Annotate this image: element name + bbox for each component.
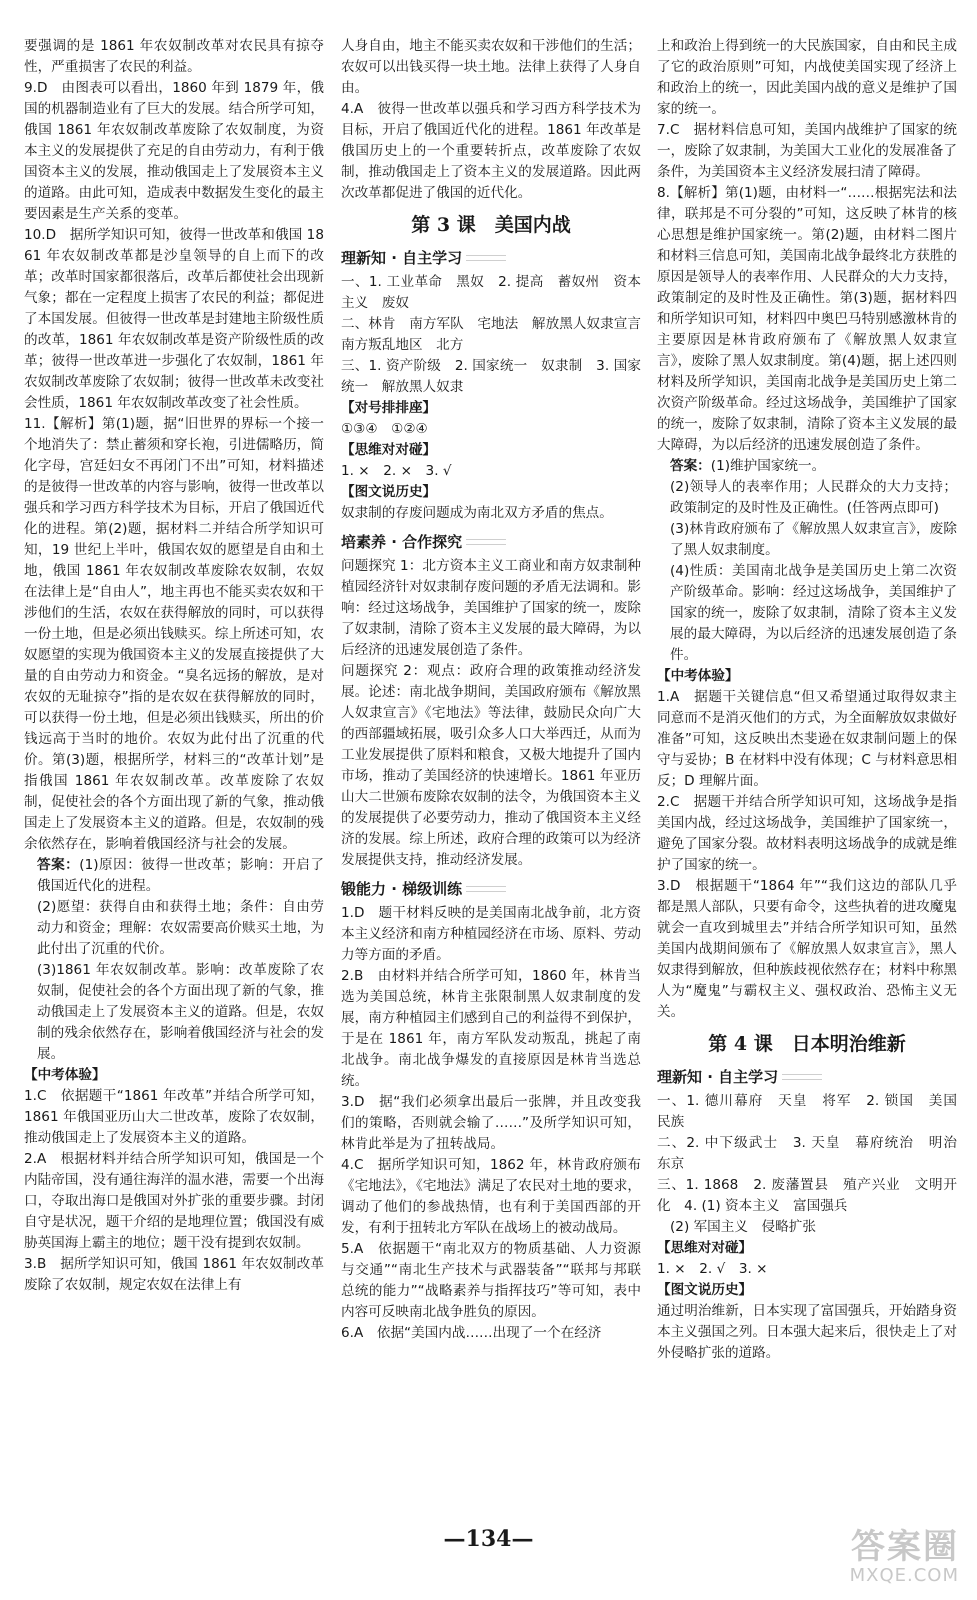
watermark-text: 答案圈 [851, 1527, 959, 1567]
section-tag-tuwen: 【图文说历史】 [657, 1282, 753, 1298]
training-item-3: 3.D 据“我们必须拿出最后一张牌，并且改变我们的策略，否则就会输了……”及所学知识可知，林肯此举是为了扭转战局。 [341, 1094, 641, 1152]
training-item-7: 7.C 据材料信息可知，美国内战维护了国家的统一，废除了奴隶制，为美国大工业化的发展准备了条件，为美国资本主义经济发展扫清了障碍。 [657, 122, 957, 180]
answer-item-4: 4.A 彼得一世改革以强兵和学习西方科学技术为目标，开启了俄国近代化的进程。1861 年改革是俄国历史上的一个重要转折点，改革废除了农奴制，推动俄国走上了资本主义的发展道路。因此两次改革都促进了俄国的近代化。 [341, 101, 641, 201]
zhongkao-item-1: 1.A 据题干关键信息“但又希望通过取得奴隶主同意而不是消灭他们的方式，为全面解放奴隶做好准备”可知，这反映出杰斐逊在奴隶制问题上的保守与妥协；B 在材料中没有体现；C 与材料意思相反；D 理解片面。 [657, 689, 957, 789]
answer-part-3: (3)1861 年农奴制改革。影响：改革废除了农奴制，促使社会的各个方面出现了新的气象，推动俄国走上了发展资本主义的道路。但是，农奴制的残余依然存在，影响着俄国经济与社会的发展。 [37, 962, 324, 1062]
lesson-title-3: 第 3 课 美国内战 [411, 214, 571, 236]
section-heading-lixinzhi [341, 246, 641, 270]
zhongkao-item-2: 2.A 根据材料并结合所学知识可知，俄国是一个内陆帝国，没有通往海洋的温水港，需要一个出海口，夺取出海口是俄国对外扩张的重要步骤。封闭自守是状况，题干介绍的是地理位置；俄国没有威胁英国海上霸主的地位；题干没有提到农奴制。 [24, 1151, 324, 1251]
answer-part-3: (3)林肯政府颁布了《解放黑人奴隶宣言》，废除了黑人奴隶制度。 [670, 521, 957, 558]
section-tag-siwei: 【思维对对碰】 [657, 1240, 753, 1256]
watermark-url: MXQE.COM [849, 1565, 959, 1586]
answer-label [24, 855, 324, 897]
section-tag-zhongkao: 【中考体验】 [24, 1067, 106, 1083]
training-item-6: 6.A 依据“美国内战……出现了一个在经济 [341, 1325, 602, 1341]
training-item-5: 5.A 依据题干“南北双方的物质基础、人力资源与交通”“南北生产技术与武器装备”“联邦与邦联总统的能力”“战略素养与指挥技巧”等可知，表中内容可反映南北战争胜负的原因。 [341, 1241, 641, 1320]
answer-item-9: 9.D 由图表可以看出，1860 年到 1879 年，俄国的机器制造业有了巨大的发展。结合所学可知，俄国 1861 年农奴制改革废除了农奴制度，为资本主义的发展提供了充足的自由劳动力，有利于俄国资本主义的发展，推动俄国走上了发展资本主义的道路。由此可知，造成表中数据发生变化的最主要因素是生产关系的变革。 [24, 80, 324, 222]
zhongkao-item-3: 3.B 据所学知识可知，俄国 1861 年农奴制改革废除了农奴制，规定农奴在法律上有 [24, 1256, 324, 1293]
section-heading-text: 理新知 · 自主学习 [657, 1068, 779, 1086]
zhongkao-item-2: 2.C 据题干并结合所学知识可知，这场战争是指美国内战，经过这场战争，美国维护了国家统一，避免了国家分裂。故材料表明这场战争的成就是维护了国家的统一。 [657, 794, 957, 873]
paragraph: 上和政治上得到统一的大民族国家，自由和民主成了它的政治原则”可知，内战使美国实现了经济上和政治上的统一，因此美国内战的意义是维护了国家的统一。 [657, 38, 957, 117]
fill-line-3: 三、1. 1868 2. 废藩置县 殖产兴业 文明开化 4. (1) 资本主义 富国强兵 [657, 1177, 957, 1214]
training-item-2: 2.B 由材料并结合所学可知，1860 年，林肯当选为美国总统，林肯主张限制黑人奴隶制度的发展，南方种植园主们感到自己的利益得不到保护，于是在 1861 年，南方军队发动叛乱，挑起了南北战争。南北战争爆发的直接原因是林肯当选总统。 [341, 968, 641, 1089]
fill-line-3: 三、1. 资产阶级 2. 国家统一 奴隶制 3. 国家统一 解放黑人奴隶 [341, 358, 641, 395]
fill-line-3b: (2) 军国主义 侵略扩张 [670, 1219, 816, 1235]
answer-part-1: (1)原因：彼得一世改革；影响：开启了俄国近代化的进程。 [37, 857, 324, 894]
answer-label-text: 答案： [670, 458, 711, 474]
answer-label [657, 456, 957, 477]
fill-line-2: 二、林肯 南方军队 宅地法 解放黑人奴隶宣言 南方叛乱地区 北方 [341, 316, 655, 353]
section-heading-peisuyang [341, 530, 641, 554]
section-tag-siwei: 【思维对对碰】 [341, 442, 437, 458]
zhongkao-item-3: 3.D 根据题干“1864 年”“我们这边的部队几乎都是黑人部队，只要有命令，这些执着的进攻魔鬼就会一直攻到城里去”并结合所学知识可知，虽然美国内战期间颁布了《解放黑人奴隶宣言》，黑人奴隶得到解放，但种族歧视依然存在；材料中称黑人为“魔鬼”与霸权主义、强权政治、恐怖主义无关。 [657, 878, 957, 1020]
fill-line-1: 一、1. 德川幕府 天皇 将军 2. 锁国 美国 民族 [657, 1093, 971, 1130]
paragraph: 要强调的是 1861 年农奴制改革对农民具有掠夺性，严重损害了农民的利益。 [24, 38, 324, 75]
training-item-1: 1.D 题干材料反映的是美国南北战争前，北方资本主义经济和南方种植园经济在市场、原料、劳动力等方面的矛盾。 [341, 905, 641, 963]
page-number: —134— [443, 1526, 534, 1552]
watermark-logo [789, 1528, 959, 1588]
answer-part-2: (2)领导人的表率作用；人民群众的大力支持；政策制定的及时性及正确性。(任答两点即可) [670, 479, 957, 516]
column-1 [24, 36, 324, 1296]
answer-item-11: 11.【解析】第(1)题，据“旧世界的界标一个接一个地消失了：禁止蓄须和穿长袍，引进儒略历，简化字母，宫廷妇女不再闭门不出”可知，材料描述的是彼得一世改革的内容与影响，彼得一世改革以强兵和学习西方科学技术为目标，开启了俄国近代化的进程。第(2)题，据材料二并结合所学知识可知，19 世纪上半叶，俄国农奴的愿望是自由和土地，俄国 1861 年农奴制改革废除农奴制，农奴在法律上是“自由人”，地主再也不能买卖农奴和干涉他们的生活，农奴在获得解放的同时，可以获得一份土地，但是必须出钱赎买。综上所述可知，农奴愿望的实现为俄国资本主义的发展直接提供了大量的自由劳动力和资金。“臭名远扬的解放，是对农奴的无耻掠夺”指的是农奴在获得解放的同时，可以获得一份土地，但是必须出钱赎买，所出的价钱远高于当时的地价。农奴为此付出了沉重的代价。第(3)题，根据所学，材料三的“改革计划”是指俄国 1861 年农奴制改革。改革废除了农奴制，促使社会的各个方面出现了新的气象，推动俄国走上了发展资本主义的道路。但是，农奴制的残余依然存在，影响着俄国经济与社会的发展。 [24, 416, 324, 852]
section-tag-zhongkao: 【中考体验】 [657, 668, 739, 684]
duihao-answer: ①③④ ①②④ [341, 421, 428, 437]
inquiry-1: 问题探究 1：北方资本主义工商业和南方奴隶制种植园经济针对奴隶制存废问题的矛盾无法调和。影响：经过这场战争，美国维护了国家的统一，废除了奴隶制，清除了资本主义发展的最大障碍，为以后经济的迅速发展创造了条件。 [341, 558, 641, 658]
section-tag-duihao: 【对号排排座】 [341, 400, 437, 416]
answer-item-10: 10.D 据所学知识可知，彼得一世改革和俄国 1861 年农奴制改革都是沙皇领导的自上而下的改革；改革时国家都很落后，改革后都使社会出现新气象；都在一定程度上损害了农民的利益；都促进了本国发展。但彼得一世改革是封建地主阶级性质的改革，1861 年农奴制改革是资产阶级性质的改革；彼得一世改革进一步强化了农奴制，1861 年农奴制改革废除了农奴制；彼得一世改革未改变社会性质，1861 年农奴制改革改变了社会性质。 [24, 227, 324, 411]
section-heading-duannengli [341, 877, 641, 901]
answer-part-4: (4)性质：美国南北战争是美国历史上第二次资产阶级革命。影响：经过这场战争，美国维护了国家的统一，废除了奴隶制，清除了资本主义发展的最大障碍，为以后经济的迅速发展创造了条件。 [670, 563, 957, 663]
section-heading-lixinzhi [657, 1065, 957, 1089]
answer-part-2: (2)愿望：获得自由和获得土地；条件：自由劳动力和资金；理解：农奴需要高价赎买土地，为此付出了沉重的代价。 [37, 899, 324, 957]
lesson-title-4: 第 4 课 日本明治维新 [708, 1033, 906, 1055]
section-heading-text: 培素养 · 合作探究 [341, 533, 463, 551]
training-item-8: 8.【解析】第(1)题，由材料一“……根据宪法和法律，联邦是不可分裂的”可知，这反映了林肯的核心思想是维护国家统一。第(2)题，由材料二图片和材料三信息可知，美国南北战争最终北方获胜的原因是领导人的表率作用、人民群众的大力支持，政策制定的及时性及正确性。第(3)题，据材料四和所学知识可知，材料四中奥巴马特别感激林肯的主要原因是林肯政府颁布了《解放黑人奴隶宣言》，废除了黑人奴隶制度。第(4)题，据上述四则材料及所学知识，美国南北战争是美国历史上第二次资产阶级革命。经过这场战争，美国维护了国家的统一，废除了奴隶制，清除了资本主义发展的最大障碍，为以后经济的迅速发展创造了条件。 [657, 185, 957, 453]
answer-part-1: (1)维护国家统一。 [710, 458, 826, 474]
section-tag-tuwen: 【图文说历史】 [341, 484, 437, 500]
zhongkao-item-1: 1.C 依据题干“1861 年改革”并结合所学可知，1861 年俄国亚历山大二世改革，废除了农奴制，推动俄国走上了发展资本主义的道路。 [24, 1088, 324, 1146]
siwei-answer: 1. × 2. × 3. √ [341, 463, 452, 479]
section-heading-text: 理新知 · 自主学习 [341, 249, 463, 267]
paragraph: 人身自由，地主不能买卖农奴和干涉他们的生活；农奴可以出钱买得一块土地。法律上获得了人身自由。 [341, 38, 641, 96]
section-heading-text: 锻能力 · 梯级训练 [341, 880, 463, 898]
answer-label-text: 答案： [37, 857, 80, 873]
tuwen-answer: 通过明治维新，日本实现了富国强兵，开始踏身资本主义强国之列。日本强大起来后，很快走上了对外侵略扩张的道路。 [657, 1303, 957, 1361]
siwei-answer: 1. × 2. √ 3. × [657, 1261, 768, 1277]
fill-line-2: 二、2. 中下级武士 3. 天皇 幕府统治 明治 东京 [657, 1135, 971, 1172]
tuwen-answer: 奴隶制的存废问题成为南北双方矛盾的焦点。 [341, 505, 613, 521]
column-3 [657, 36, 971, 1364]
column-2 [341, 36, 655, 1344]
inquiry-2: 问题探究 2：观点：政府合理的政策推动经济发展。论述：南北战争期间，美国政府颁布《解放黑人奴隶宣言》《宅地法》等法律，鼓励民众向广大的西部疆域拓展，吸引众多人口大举西迁，从而为工业发展提供了原料和粮食，又极大地提升了国内市场，推动了美国经济的快速增长。1861 年亚历山大二世颁布废除农奴制的法令，为俄国资本主义的发展提供了必要劳动力，推动了俄国资本主义经济的发展。综上所述，政府合理的政策可以为经济发展提供支持，推动经济发展。 [341, 663, 641, 868]
training-item-4: 4.C 据所学知识可知，1862 年，林肯政府颁布《宅地法》，《宅地法》满足了农民对土地的要求，调动了他们的参战热情，也有利于美国西部的开发，有利于扭转北方军队在战场上的被动战局。 [341, 1157, 641, 1236]
fill-line-1: 一、1. 工业革命 黑奴 2. 提高 蓄奴州 资本主义 废奴 [341, 274, 641, 311]
